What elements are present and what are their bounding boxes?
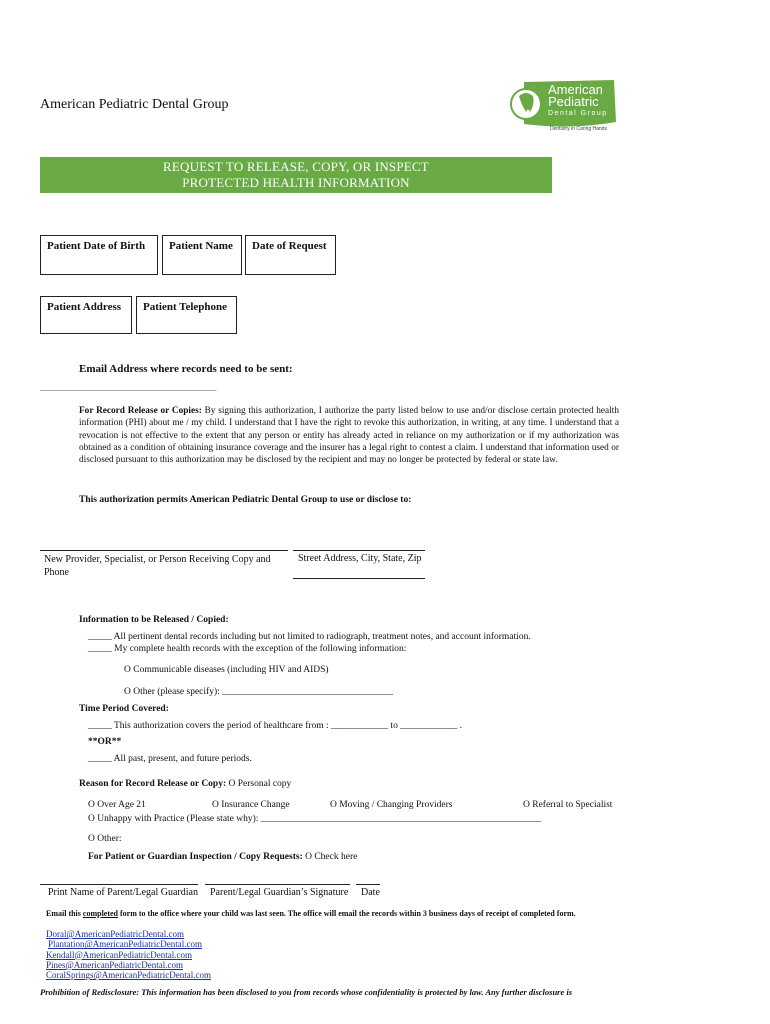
form-title-banner xyxy=(40,157,552,193)
exception-other[interactable]: O Other (please specify): ____________________________________ xyxy=(124,687,394,697)
date-line xyxy=(356,884,380,885)
patient-address-field[interactable] xyxy=(40,296,132,334)
email-instructions-part1: Email this xyxy=(46,909,83,918)
information-heading: Information to be Released / Copied: xyxy=(79,615,229,625)
reason-unhappy[interactable]: O Unhappy with Practice (Please state why): ___________________________________________________________ xyxy=(88,814,542,824)
logo-tagline: Dentistry in Caring Hands xyxy=(550,126,607,132)
patient-telephone-label: Patient Telephone xyxy=(143,301,228,313)
recipient-address-field[interactable]: Street Address, City, State, Zip xyxy=(298,553,422,564)
info-option-complete-records[interactable]: _____ My complete health records with the exception of the following information: xyxy=(88,644,407,654)
inspection-heading: For Patient or Guardian Inspection / Copy Requests: xyxy=(88,852,303,862)
time-period-range-option[interactable]: _____ This authorization covers the period of healthcare from : ____________ to ____________ . xyxy=(88,721,462,731)
info-option-all-records[interactable]: _____ All pertinent dental records including but not limited to radiograph, treatment notes, and account information. xyxy=(88,632,531,642)
patient-address-label: Patient Address xyxy=(47,301,122,313)
request-date-field[interactable] xyxy=(245,235,336,275)
reason-heading: Reason for Record Release or Copy: xyxy=(79,779,227,789)
logo-line1: American xyxy=(548,82,603,97)
email-link-kendall[interactable]: Kendall@AmericanPediatricDental.com xyxy=(46,949,192,960)
patient-dob-field[interactable] xyxy=(40,235,158,275)
date-field[interactable]: Date xyxy=(361,887,380,898)
release-paragraph-lead: For Record Release or Copies: xyxy=(79,406,202,416)
address-bottom-line xyxy=(293,578,425,579)
inspection-check-here[interactable]: O Check here xyxy=(302,852,358,862)
signature-line xyxy=(205,884,350,885)
email-instructions-emphasis: completed xyxy=(82,909,119,918)
form-title-line1: REQUEST TO RELEASE, COPY, OR INSPECT xyxy=(163,159,429,174)
practice-name: American Pediatric Dental Group xyxy=(40,97,229,112)
time-period-or: **OR** xyxy=(88,737,122,747)
authorization-line: This authorization permits American Pediatric Dental Group to use or disclose to: xyxy=(79,495,412,505)
email-address-blank[interactable]: ____________________________________________ xyxy=(40,382,216,392)
provider-field[interactable]: New Provider, Specialist, or Person Receiving Copy and Phone xyxy=(44,554,271,578)
inspection-row xyxy=(88,852,357,862)
email-instructions xyxy=(46,908,606,919)
time-period-heading: Time Period Covered: xyxy=(79,704,169,714)
email-link-doral[interactable]: Doral@AmericanPediatricDental.com xyxy=(46,929,184,939)
patient-name-label: Patient Name xyxy=(169,240,233,252)
reason-moving-providers[interactable]: O Moving / Changing Providers xyxy=(330,800,453,810)
provider-signature-line xyxy=(40,550,288,551)
email-link-coral-springs[interactable]: CoralSprings@AmericanPediatricDental.com xyxy=(46,970,211,981)
reason-insurance-change[interactable]: O Insurance Change xyxy=(212,800,290,810)
signature-field[interactable]: Parent/Legal Guardian’s Signature xyxy=(210,887,349,898)
patient-name-field[interactable] xyxy=(162,235,242,275)
exception-communicable-diseases[interactable]: O Communicable diseases (including HIV and AIDS) xyxy=(124,665,329,675)
redisclosure-notice: Prohibition of Redisclosure: This information has been disclosed to you from records whose confidentiality is protected by law. Any further disclosure is xyxy=(40,987,573,997)
logo-line3: Dental Group xyxy=(548,110,608,117)
reason-personal-copy[interactable]: O Personal copy xyxy=(226,779,292,789)
request-date-label: Date of Request xyxy=(252,240,327,252)
logo-line2: Pediatric xyxy=(548,94,599,109)
email-link-plantation[interactable]: Plantation@AmericanPediatricDental.com xyxy=(48,939,202,950)
email-instructions-part2: form to the office where your child was last seen. The office will email the records within 3 business days of receipt of completed form. xyxy=(118,909,576,918)
office-email-list xyxy=(46,929,211,980)
reason-other[interactable]: O Other: xyxy=(88,834,122,844)
address-top-line xyxy=(293,550,425,551)
email-address-label: Email Address where records need to be sent: xyxy=(79,363,293,375)
reason-referral-specialist[interactable]: O Referral to Specialist xyxy=(523,800,613,810)
practice-logo xyxy=(510,78,618,136)
email-link-pines[interactable]: Pines@AmericanPediatricDental.com xyxy=(46,959,183,970)
release-paragraph-text: By signing this authorization, I authorize the party listed below to use and/or disclose certain protected health information (PHI) about me / my child. I understand that I have the right to revoke this authorization, in writing, at any time. I understand that a revocation is not effective to the extent that any person or entity has already acted in reliance on my authorization or if my authorization was obtained as a condition of obtaining insurance coverage and the insurer has a legal right to contest a claim. I understand that information used or disclosed pursuant to this authorization may be disclosed by the recipient and may no longer be protected by federal or state law. xyxy=(79,406,619,466)
patient-dob-label: Patient Date of Birth xyxy=(47,240,146,252)
release-paragraph xyxy=(79,405,619,466)
reason-row xyxy=(79,779,291,789)
reason-over-21[interactable]: O Over Age 21 xyxy=(88,800,146,810)
patient-telephone-field[interactable] xyxy=(136,296,237,334)
print-name-line xyxy=(40,884,198,885)
time-period-all-option[interactable]: _____ All past, present, and future periods. xyxy=(88,754,252,764)
form-title-line2: PROTECTED HEALTH INFORMATION xyxy=(182,175,410,190)
print-name-field[interactable]: Print Name of Parent/Legal Guardian xyxy=(48,887,198,898)
